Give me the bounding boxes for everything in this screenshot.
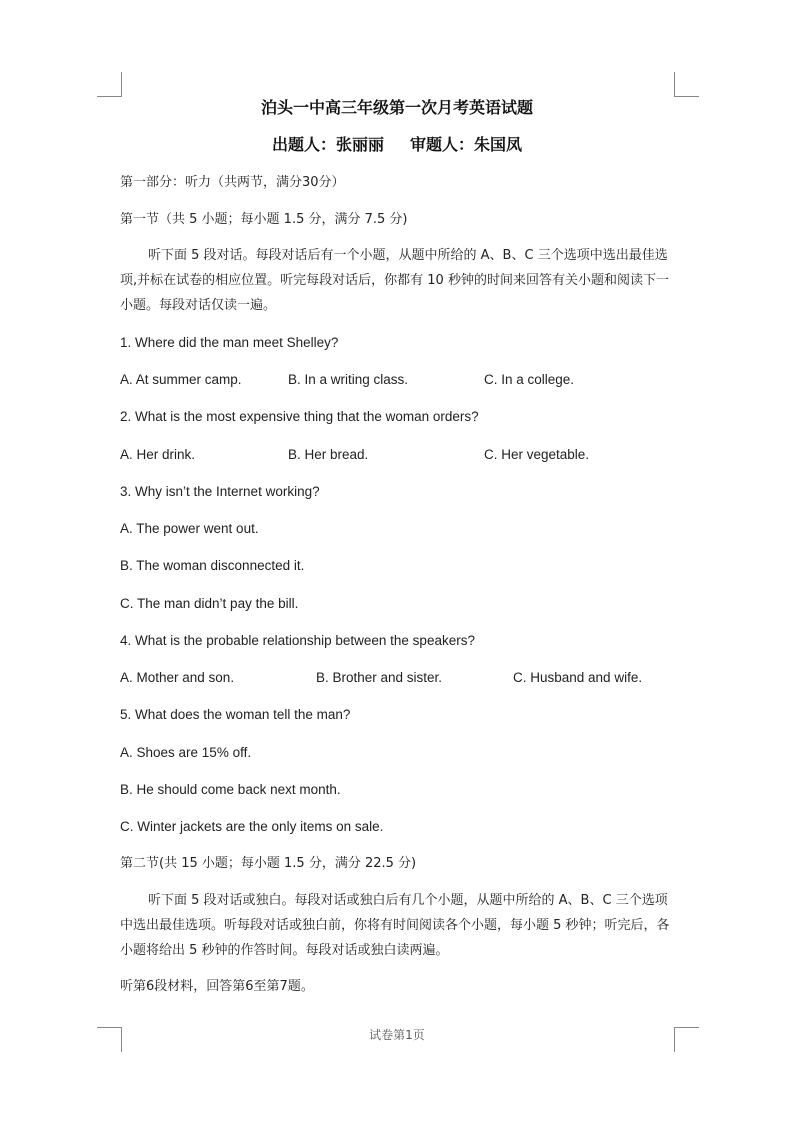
- q1-option-b: B. In a writing class.: [288, 372, 409, 387]
- question-2: 2. What is the most expensive thing that the woman orders?: [120, 409, 479, 424]
- exam-title: 泊头一中高三年级第一次月考英语试题: [260, 98, 533, 117]
- q3-option-c: C. The man didn’t pay the bill.: [120, 596, 299, 611]
- crop-mark-top-right: [674, 72, 699, 97]
- q2-option-c: C. Her vegetable.: [484, 447, 590, 462]
- q4-option-b: B. Brother and sister.: [316, 670, 443, 685]
- question-4: 4. What is the probable relationship between the speakers?: [120, 633, 475, 648]
- q4-option-a: A. Mother and son.: [120, 670, 235, 685]
- crop-mark-top-left: [97, 72, 122, 97]
- section2-instructions: 听下面 5 段对话或独白。每段对话或独白后有几个小题，从题中所给的 A、B、C 三个选项中选出最佳选项。听每段对话或独白前，你将有时间阅读各个小题，每小题 5 秒钟；听完后，各小题将给出 5 秒钟的作答时间。每段对话或独白读两遍。: [120, 893, 670, 958]
- section1-instructions: 听下面 5 段对话。每段对话后有一个小题，从题中所给的 A、B、C 三个选项中选出最佳选项,并标在试卷的相应位置。听完每段对话后，你都有 10 秒钟的时间来回答有关小题和阅读下一小题。每段对话仅读一遍。: [120, 248, 669, 313]
- question-1: 1. Where did the man meet Shelley?: [120, 335, 339, 350]
- q5-option-c: C. Winter jackets are the only items on sale.: [120, 819, 384, 834]
- q2-option-b: B. Her bread.: [288, 447, 369, 462]
- reviewer-name: 审题人：朱国凤: [410, 135, 523, 154]
- exam-authors: [0, 135, 794, 155]
- q5-option-b: B. He should come back next month.: [120, 782, 341, 797]
- q4-option-c: C. Husband and wife.: [513, 670, 643, 685]
- section2-heading: 第二节(共 15 小题；每小题 1.5 分，满分 22.5 分): [120, 856, 417, 871]
- q1-option-c: C. In a college.: [484, 372, 575, 387]
- page-number: 试卷第1页: [369, 1028, 425, 1042]
- question-3: 3. Why isn’t the Internet working?: [120, 484, 320, 499]
- q2-option-a: A. Her drink.: [120, 447, 196, 462]
- question-5: 5. What does the woman tell the man?: [120, 707, 351, 722]
- q5-option-a: A. Shoes are 15% off.: [120, 745, 252, 760]
- section1-heading: 第一节（共 5 小题；每小题 1.5 分，满分 7.5 分): [120, 212, 408, 227]
- material-prompt: 听第6段材料，回答第6至第7题。: [120, 979, 314, 994]
- q1-option-a: A. At summer camp.: [120, 372, 242, 387]
- part1-heading: 第一部分：听力（共两节，满分30分）: [120, 175, 345, 190]
- setter-name: 出题人：张丽丽: [271, 135, 384, 154]
- q3-option-a: A. The power went out.: [120, 521, 259, 536]
- q3-option-b: B. The woman disconnected it.: [120, 558, 305, 573]
